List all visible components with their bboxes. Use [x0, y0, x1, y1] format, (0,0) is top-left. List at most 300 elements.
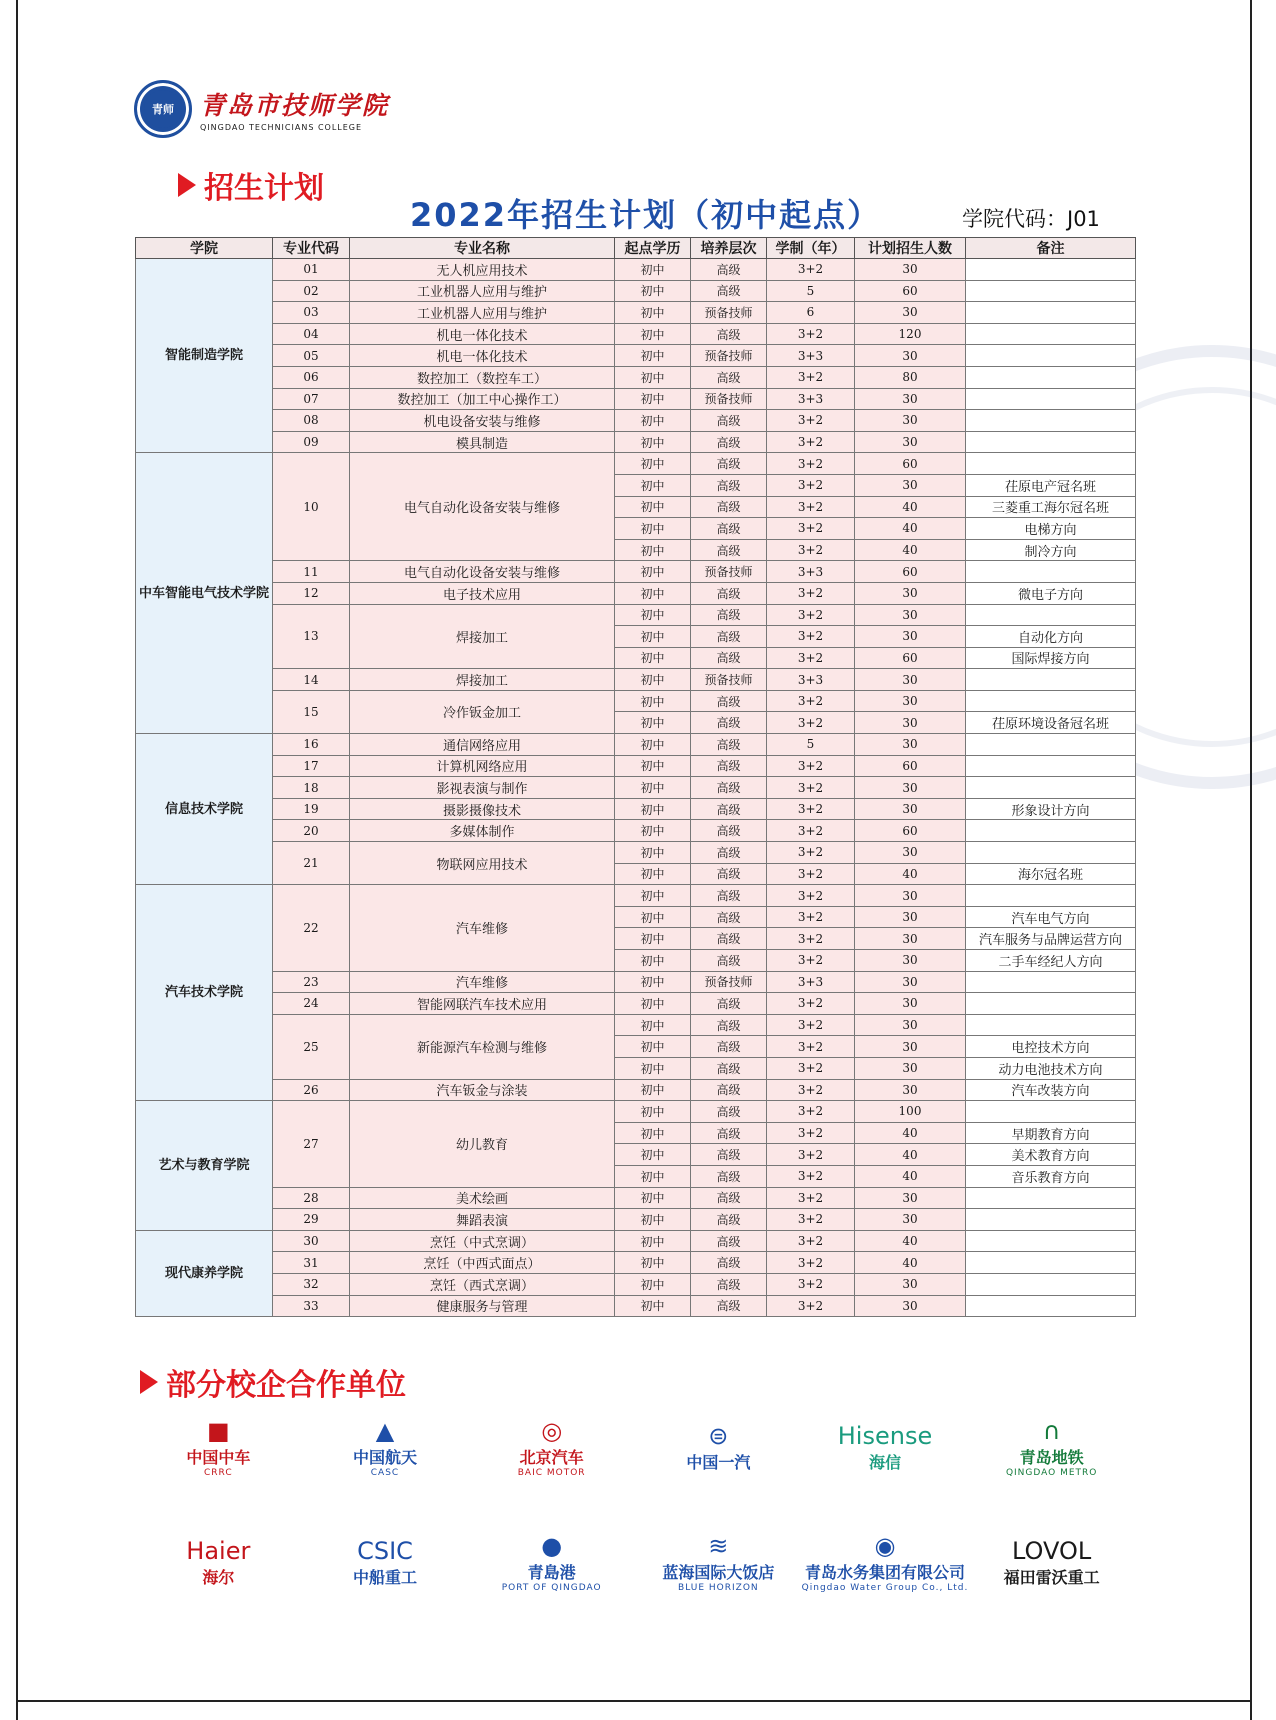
table-row	[136, 993, 1136, 1015]
table-row	[136, 755, 1136, 777]
start-education-cell: 初中	[615, 647, 691, 669]
duration-cell: 3+2	[767, 928, 855, 950]
training-level-cell: 高级	[691, 1036, 767, 1058]
start-education-cell: 初中	[615, 302, 691, 324]
table-row	[136, 388, 1136, 410]
school-name-en: QINGDAO TECHNICIANS COLLEGE	[200, 123, 363, 132]
start-education-cell: 初中	[615, 1209, 691, 1231]
start-education-cell: 初中	[615, 1252, 691, 1274]
major-code-cell: 05	[273, 345, 350, 367]
major-code-cell: 08	[273, 410, 350, 432]
planned-count-cell: 30	[855, 302, 966, 324]
duration-cell: 3+3	[767, 345, 855, 367]
start-education-cell: 初中	[615, 323, 691, 345]
planned-count-cell: 60	[855, 820, 966, 842]
start-education-cell: 初中	[615, 280, 691, 302]
remark-cell	[966, 561, 1136, 583]
page-title: 2022年招生计划（初中起点）	[410, 196, 882, 234]
training-level-cell: 高级	[691, 755, 767, 777]
table-row	[136, 842, 1136, 864]
training-level-cell: 高级	[691, 712, 767, 734]
planned-count-cell: 40	[855, 1252, 966, 1274]
training-level-cell: 高级	[691, 1187, 767, 1209]
major-name-cell: 多媒体制作	[350, 820, 615, 842]
partner-name: 青島港	[527, 1563, 576, 1582]
major-name-cell: 电气自动化设备安装与维修	[350, 453, 615, 561]
planned-count-cell: 30	[855, 1014, 966, 1036]
table-row	[136, 302, 1136, 324]
planned-count-cell: 60	[855, 647, 966, 669]
training-level-cell: 高级	[691, 820, 767, 842]
table-row	[136, 820, 1136, 842]
triangle-icon	[140, 1370, 158, 1394]
major-name-cell: 无人机应用技术	[350, 259, 615, 281]
major-code-cell: 23	[273, 971, 350, 993]
partner-logo	[135, 1405, 302, 1490]
start-education-cell: 初中	[615, 928, 691, 950]
start-education-cell: 初中	[615, 388, 691, 410]
duration-cell: 3+2	[767, 712, 855, 734]
training-level-cell: 高级	[691, 604, 767, 626]
major-code-cell: 09	[273, 431, 350, 453]
start-education-cell: 初中	[615, 1295, 691, 1317]
training-level-cell: 高级	[691, 1144, 767, 1166]
duration-cell: 3+2	[767, 690, 855, 712]
planned-count-cell: 30	[855, 345, 966, 367]
table-row	[136, 1209, 1136, 1231]
table-row	[136, 259, 1136, 281]
column-header: 计划招生人数	[855, 238, 966, 259]
training-level-cell: 预备技师	[691, 561, 767, 583]
start-education-cell: 初中	[615, 1230, 691, 1252]
remark-cell: 汽车改装方向	[966, 1079, 1136, 1101]
training-level-cell: 高级	[691, 1057, 767, 1079]
partner-mark-icon: ▲	[375, 1417, 395, 1445]
partner-logo	[635, 1405, 802, 1490]
major-code-cell: 04	[273, 323, 350, 345]
planned-count-cell: 30	[855, 388, 966, 410]
remark-cell: 自动化方向	[966, 626, 1136, 648]
table-row	[136, 1230, 1136, 1252]
college-cell: 艺术与教育学院	[136, 1101, 273, 1231]
training-level-cell: 高级	[691, 798, 767, 820]
major-code-cell: 21	[273, 842, 350, 885]
table-row	[136, 604, 1136, 626]
major-name-cell: 电气自动化设备安装与维修	[350, 561, 615, 583]
remark-cell	[966, 259, 1136, 281]
planned-count-cell: 40	[855, 1165, 966, 1187]
training-level-cell: 高级	[691, 1101, 767, 1123]
column-header: 培养层次	[691, 238, 767, 259]
duration-cell: 5	[767, 280, 855, 302]
major-code-cell: 17	[273, 755, 350, 777]
planned-count-cell: 30	[855, 1036, 966, 1058]
duration-cell: 3+2	[767, 453, 855, 475]
remark-cell: 海尔冠名班	[966, 863, 1136, 885]
training-level-cell: 高级	[691, 259, 767, 281]
major-code-cell: 27	[273, 1101, 350, 1187]
training-level-cell: 高级	[691, 906, 767, 928]
major-name-cell: 烹饪（中西式面点）	[350, 1252, 615, 1274]
training-level-cell: 高级	[691, 928, 767, 950]
start-education-cell: 初中	[615, 410, 691, 432]
training-level-cell: 预备技师	[691, 388, 767, 410]
duration-cell: 3+2	[767, 1252, 855, 1274]
training-level-cell: 高级	[691, 410, 767, 432]
training-level-cell: 高级	[691, 1230, 767, 1252]
major-name-cell: 工业机器人应用与维护	[350, 280, 615, 302]
start-education-cell: 初中	[615, 474, 691, 496]
planned-count-cell: 40	[855, 496, 966, 518]
planned-count-cell: 30	[855, 734, 966, 756]
partner-name: 中国航天	[352, 1448, 417, 1467]
start-education-cell: 初中	[615, 366, 691, 388]
college-cell: 信息技术学院	[136, 734, 273, 885]
remark-cell	[966, 777, 1136, 799]
planned-count-cell: 30	[855, 474, 966, 496]
column-header: 起点学历	[615, 238, 691, 259]
start-education-cell: 初中	[615, 582, 691, 604]
major-name-cell: 新能源汽车检测与维修	[350, 1014, 615, 1079]
training-level-cell: 高级	[691, 496, 767, 518]
remark-cell: 微电子方向	[966, 582, 1136, 604]
column-header: 专业名称	[350, 238, 615, 259]
major-name-cell: 影视表演与制作	[350, 777, 615, 799]
partner-name: 福田雷沃重工	[1003, 1568, 1100, 1587]
partner-mark-icon: ≋	[708, 1532, 729, 1560]
major-code-cell: 22	[273, 885, 350, 971]
start-education-cell: 初中	[615, 1036, 691, 1058]
remark-cell	[966, 345, 1136, 367]
major-code-cell: 16	[273, 734, 350, 756]
start-education-cell: 初中	[615, 690, 691, 712]
table-row	[136, 734, 1136, 756]
start-education-cell: 初中	[615, 1165, 691, 1187]
start-education-cell: 初中	[615, 842, 691, 864]
start-education-cell: 初中	[615, 496, 691, 518]
school-name-cn: 青岛市技师学院	[200, 91, 390, 120]
major-name-cell: 冷作钣金加工	[350, 690, 615, 733]
duration-cell: 3+2	[767, 539, 855, 561]
partner-logo	[802, 1405, 969, 1490]
start-education-cell: 初中	[615, 1079, 691, 1101]
table-row	[136, 323, 1136, 345]
table-row	[136, 366, 1136, 388]
planned-count-cell: 30	[855, 410, 966, 432]
planned-count-cell: 30	[855, 971, 966, 993]
start-education-cell: 初中	[615, 669, 691, 691]
planned-count-cell: 100	[855, 1101, 966, 1123]
remark-cell	[966, 1273, 1136, 1295]
start-education-cell: 初中	[615, 1273, 691, 1295]
partner-name: 青岛水务集团有限公司	[804, 1563, 965, 1582]
partner-name: 中国一汽	[686, 1453, 751, 1472]
major-code-cell: 10	[273, 453, 350, 561]
duration-cell: 3+2	[767, 1295, 855, 1317]
enrollment-plan-heading: 招生计划	[178, 163, 324, 207]
major-name-cell: 数控加工（数控车工）	[350, 366, 615, 388]
planned-count-cell: 30	[855, 1187, 966, 1209]
start-education-cell: 初中	[615, 1144, 691, 1166]
major-name-cell: 电子技术应用	[350, 582, 615, 604]
start-education-cell: 初中	[615, 1187, 691, 1209]
college-code: 学院代码：J01	[962, 207, 1100, 231]
partner-subtitle: CRRC	[204, 1468, 233, 1478]
table-row	[136, 280, 1136, 302]
partner-mark-icon: ■	[206, 1417, 230, 1445]
major-code-cell: 32	[273, 1273, 350, 1295]
start-education-cell: 初中	[615, 971, 691, 993]
start-education-cell: 初中	[615, 885, 691, 907]
table-row	[136, 690, 1136, 712]
duration-cell: 3+3	[767, 388, 855, 410]
major-code-cell: 24	[273, 993, 350, 1015]
remark-cell: 动力电池技术方向	[966, 1057, 1136, 1079]
remark-cell	[966, 1295, 1136, 1317]
major-name-cell: 健康服务与管理	[350, 1295, 615, 1317]
partner-subtitle: BLUE HORIZON	[678, 1583, 759, 1593]
planned-count-cell: 30	[855, 842, 966, 864]
table-row	[136, 885, 1136, 907]
table-row	[136, 582, 1136, 604]
duration-cell: 3+2	[767, 323, 855, 345]
major-name-cell: 汽车维修	[350, 971, 615, 993]
training-level-cell: 高级	[691, 1252, 767, 1274]
planned-count-cell: 60	[855, 280, 966, 302]
duration-cell: 3+2	[767, 950, 855, 972]
training-level-cell: 预备技师	[691, 345, 767, 367]
duration-cell: 3+2	[767, 1230, 855, 1252]
duration-cell: 3+2	[767, 1209, 855, 1231]
major-name-cell: 模具制造	[350, 431, 615, 453]
column-header: 学制（年）	[767, 238, 855, 259]
table-row	[136, 410, 1136, 432]
planned-count-cell: 30	[855, 928, 966, 950]
remark-cell	[966, 604, 1136, 626]
start-education-cell: 初中	[615, 259, 691, 281]
start-education-cell: 初中	[615, 950, 691, 972]
training-level-cell: 高级	[691, 453, 767, 475]
planned-count-cell: 40	[855, 539, 966, 561]
frame-right-line	[1250, 0, 1252, 1720]
duration-cell: 3+2	[767, 410, 855, 432]
remark-cell	[966, 453, 1136, 475]
partner-mark-icon: LOVOL	[1012, 1537, 1092, 1565]
remark-cell: 汽车电气方向	[966, 906, 1136, 928]
duration-cell: 3+2	[767, 820, 855, 842]
duration-cell: 3+3	[767, 669, 855, 691]
planned-count-cell: 60	[855, 755, 966, 777]
remark-cell	[966, 971, 1136, 993]
major-name-cell: 汽车维修	[350, 885, 615, 971]
duration-cell: 3+2	[767, 604, 855, 626]
start-education-cell: 初中	[615, 993, 691, 1015]
planned-count-cell: 30	[855, 582, 966, 604]
major-code-cell: 28	[273, 1187, 350, 1209]
planned-count-cell: 40	[855, 1122, 966, 1144]
training-level-cell: 预备技师	[691, 669, 767, 691]
major-name-cell: 幼儿教育	[350, 1101, 615, 1187]
duration-cell: 3+2	[767, 626, 855, 648]
training-level-cell: 高级	[691, 323, 767, 345]
planned-count-cell: 80	[855, 366, 966, 388]
enrollment-table	[135, 237, 1136, 1317]
start-education-cell: 初中	[615, 798, 691, 820]
duration-cell: 3+2	[767, 647, 855, 669]
remark-cell	[966, 302, 1136, 324]
remark-cell	[966, 1230, 1136, 1252]
major-name-cell: 焊接加工	[350, 669, 615, 691]
column-header: 备注	[966, 238, 1136, 259]
remark-cell	[966, 669, 1136, 691]
start-education-cell: 初中	[615, 539, 691, 561]
planned-count-cell: 30	[855, 259, 966, 281]
remark-cell	[966, 993, 1136, 1015]
duration-cell: 3+2	[767, 474, 855, 496]
training-level-cell: 高级	[691, 518, 767, 540]
planned-count-cell: 30	[855, 1295, 966, 1317]
duration-cell: 3+2	[767, 777, 855, 799]
duration-cell: 3+2	[767, 1165, 855, 1187]
partner-logo-grid	[135, 1405, 1135, 1605]
partner-logo	[135, 1520, 302, 1605]
partner-logo	[468, 1405, 635, 1490]
duration-cell: 3+2	[767, 993, 855, 1015]
remark-cell	[966, 885, 1136, 907]
partner-mark-icon: ◉	[874, 1532, 896, 1560]
planned-count-cell: 30	[855, 798, 966, 820]
training-level-cell: 高级	[691, 1295, 767, 1317]
partner-name: 青岛地铁	[1019, 1448, 1084, 1467]
major-name-cell: 计算机网络应用	[350, 755, 615, 777]
training-level-cell: 高级	[691, 842, 767, 864]
planned-count-cell: 40	[855, 863, 966, 885]
remark-cell: 形象设计方向	[966, 798, 1136, 820]
major-name-cell: 机电设备安装与维修	[350, 410, 615, 432]
training-level-cell: 高级	[691, 539, 767, 561]
duration-cell: 3+2	[767, 1144, 855, 1166]
table-row	[136, 453, 1136, 475]
remark-cell: 电梯方向	[966, 518, 1136, 540]
training-level-cell: 高级	[691, 993, 767, 1015]
planned-count-cell: 40	[855, 518, 966, 540]
table-row	[136, 669, 1136, 691]
start-education-cell: 初中	[615, 604, 691, 626]
college-cell: 智能制造学院	[136, 259, 273, 453]
start-education-cell: 初中	[615, 1014, 691, 1036]
partner-mark-icon: Haier	[186, 1537, 251, 1565]
remark-cell	[966, 1187, 1136, 1209]
table-row	[136, 1079, 1136, 1101]
remark-cell	[966, 431, 1136, 453]
start-education-cell: 初中	[615, 453, 691, 475]
duration-cell: 3+2	[767, 885, 855, 907]
table-row	[136, 431, 1136, 453]
remark-cell	[966, 755, 1136, 777]
column-header: 专业代码	[273, 238, 350, 259]
duration-cell: 3+2	[767, 906, 855, 928]
partner-logo	[468, 1520, 635, 1605]
training-level-cell: 高级	[691, 626, 767, 648]
major-code-cell: 30	[273, 1230, 350, 1252]
start-education-cell: 初中	[615, 345, 691, 367]
partner-logo	[968, 1520, 1135, 1605]
planned-count-cell: 30	[855, 604, 966, 626]
major-code-cell: 06	[273, 366, 350, 388]
remark-cell	[966, 323, 1136, 345]
major-code-cell: 13	[273, 604, 350, 669]
training-level-cell: 高级	[691, 1165, 767, 1187]
partner-logo	[635, 1520, 802, 1605]
training-level-cell: 预备技师	[691, 302, 767, 324]
college-cell: 汽车技术学院	[136, 885, 273, 1101]
major-code-cell: 25	[273, 1014, 350, 1079]
table-row	[136, 1187, 1136, 1209]
start-education-cell: 初中	[615, 518, 691, 540]
college-cell: 中车智能电气技术学院	[136, 453, 273, 734]
remark-cell: 三菱重工海尔冠名班	[966, 496, 1136, 518]
training-level-cell: 高级	[691, 690, 767, 712]
partner-subtitle: BAIC MOTOR	[517, 1468, 586, 1478]
major-code-cell: 33	[273, 1295, 350, 1317]
duration-cell: 5	[767, 734, 855, 756]
planned-count-cell: 30	[855, 777, 966, 799]
column-header: 学院	[136, 238, 273, 259]
partner-name: 海信	[868, 1453, 901, 1472]
training-level-cell: 高级	[691, 647, 767, 669]
start-education-cell: 初中	[615, 1057, 691, 1079]
training-level-cell: 高级	[691, 777, 767, 799]
major-code-cell: 07	[273, 388, 350, 410]
remark-cell	[966, 1014, 1136, 1036]
start-education-cell: 初中	[615, 777, 691, 799]
major-name-cell: 数控加工（加工中心操作工）	[350, 388, 615, 410]
planned-count-cell: 40	[855, 1230, 966, 1252]
partner-mark-icon: ◎	[541, 1417, 563, 1445]
planned-count-cell: 30	[855, 885, 966, 907]
duration-cell: 3+2	[767, 1057, 855, 1079]
major-code-cell: 11	[273, 561, 350, 583]
duration-cell: 6	[767, 302, 855, 324]
major-code-cell: 14	[273, 669, 350, 691]
remark-cell: 茌原环境设备冠名班	[966, 712, 1136, 734]
start-education-cell: 初中	[615, 712, 691, 734]
major-code-cell: 02	[273, 280, 350, 302]
frame-left-line	[16, 0, 18, 1720]
remark-cell: 制冷方向	[966, 539, 1136, 561]
remark-cell	[966, 734, 1136, 756]
school-seal-icon: 青师	[134, 80, 192, 138]
remark-cell: 二手车经纪人方向	[966, 950, 1136, 972]
planned-count-cell: 30	[855, 712, 966, 734]
remark-cell	[966, 1252, 1136, 1274]
college-cell: 现代康养学院	[136, 1230, 273, 1316]
table-row	[136, 1252, 1136, 1274]
start-education-cell: 初中	[615, 431, 691, 453]
table-row	[136, 345, 1136, 367]
start-education-cell: 初中	[615, 734, 691, 756]
partner-logo	[302, 1405, 469, 1490]
partner-mark-icon: ⊜	[708, 1422, 729, 1450]
table-row	[136, 1014, 1136, 1036]
planned-count-cell: 30	[855, 669, 966, 691]
remark-cell	[966, 690, 1136, 712]
partner-subtitle: PORT OF QINGDAO	[501, 1583, 602, 1593]
duration-cell: 3+2	[767, 518, 855, 540]
major-name-cell: 烹饪（中式烹调）	[350, 1230, 615, 1252]
partner-name: 中船重工	[352, 1568, 417, 1587]
partner-name: 中国中车	[186, 1448, 251, 1467]
